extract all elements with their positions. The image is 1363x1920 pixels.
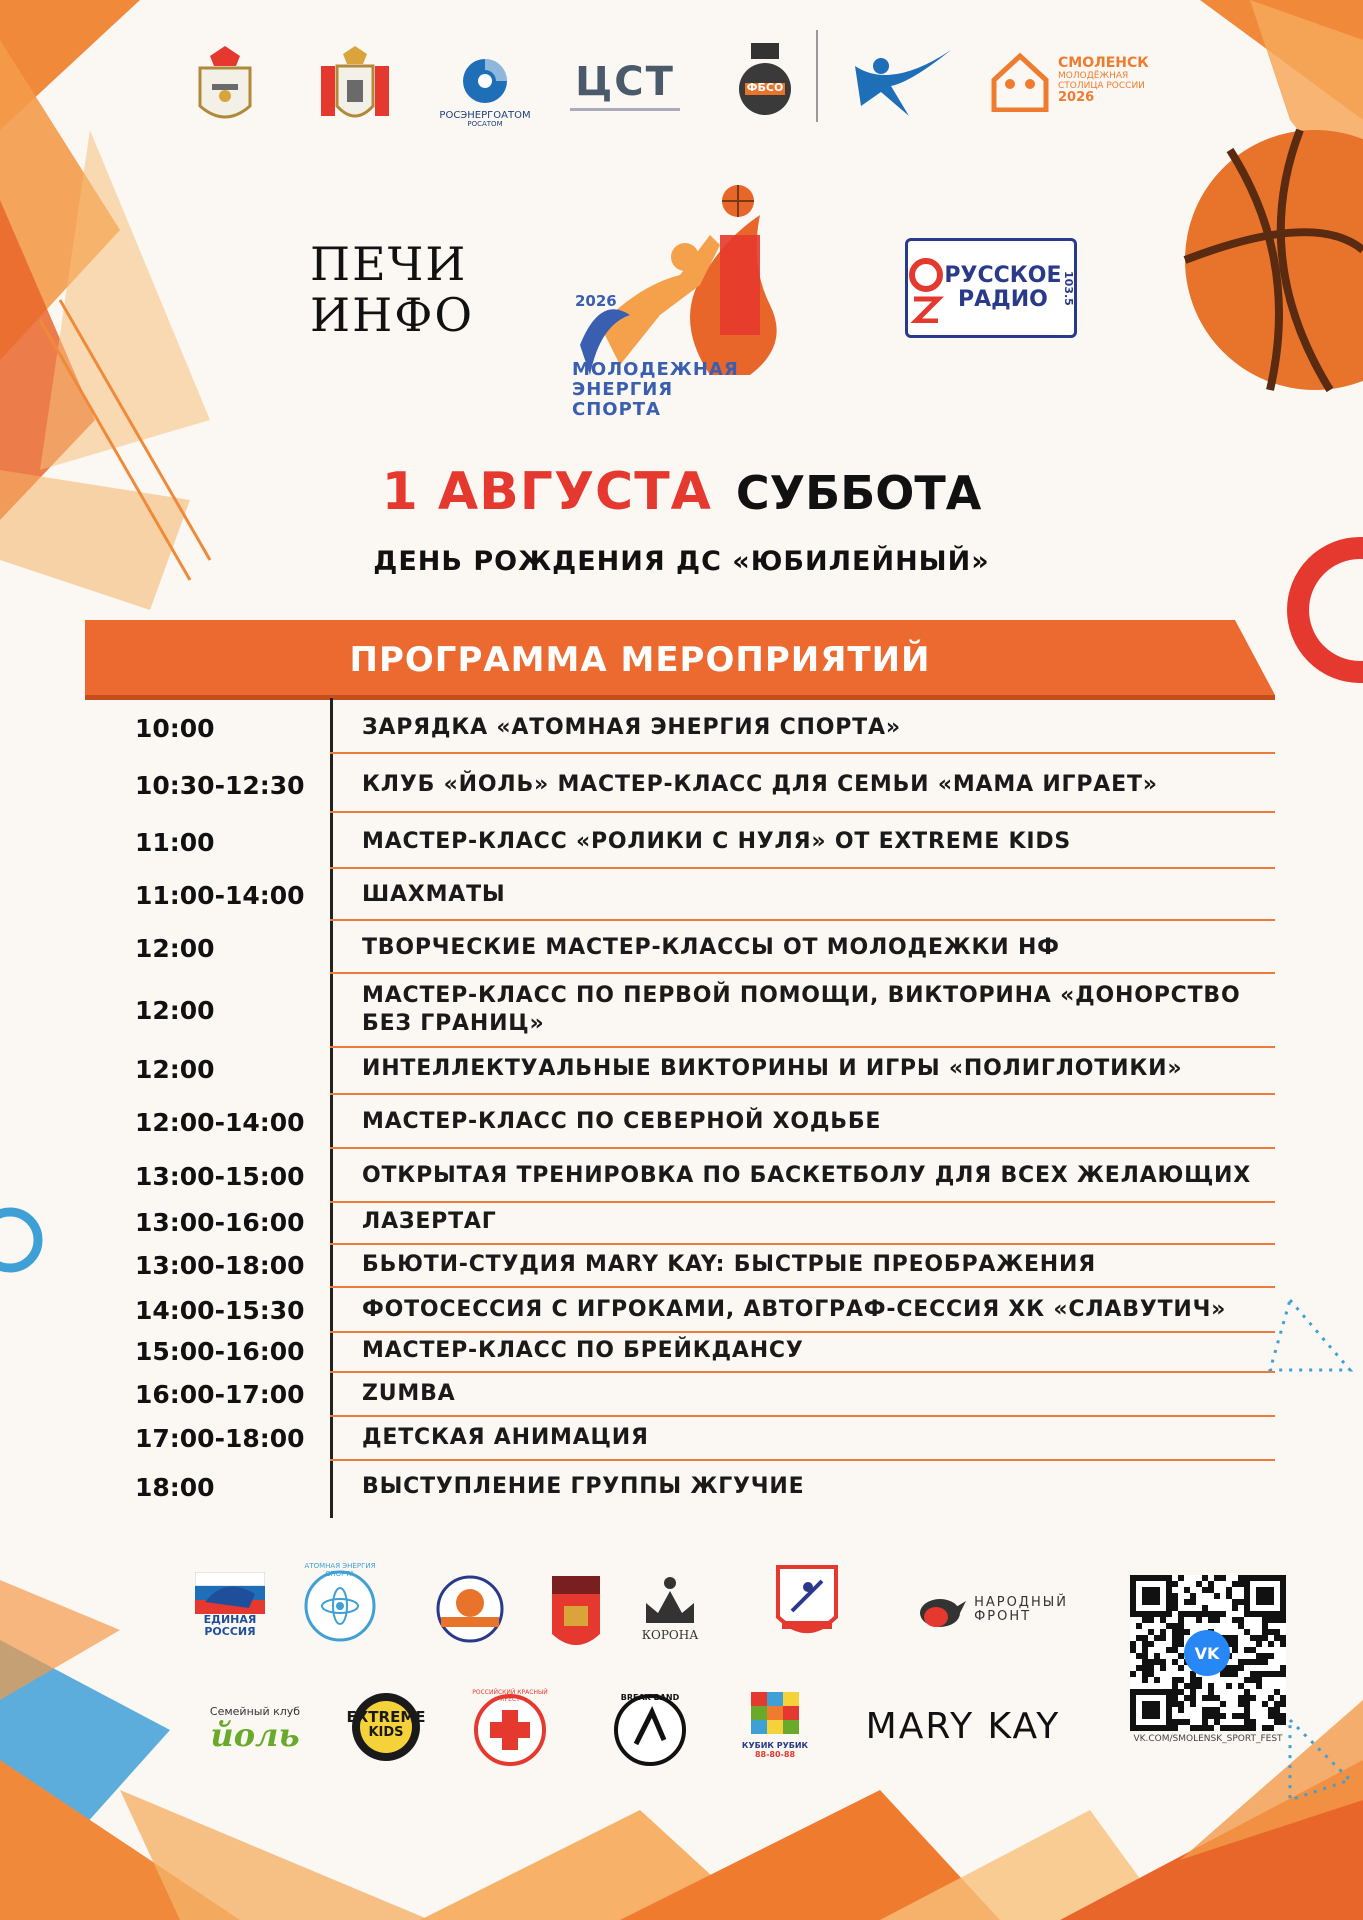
program-title: ПРОГРАММА МЕРОПРИЯТИЙ — [349, 640, 931, 680]
schedule-row — [135, 872, 1275, 918]
mary-kay-name: MARY KAY — [865, 1706, 1061, 1748]
emblem-line2: ЭНЕРГИЯ — [572, 378, 674, 400]
schedule-row — [135, 1046, 1275, 1092]
schedule-separator — [330, 1093, 1275, 1095]
red-cross-logo — [470, 1690, 550, 1770]
fortress-icon — [737, 39, 793, 119]
schedule-time: 12:00 — [135, 933, 215, 963]
schedule-time: 10:30-12:30 — [135, 770, 305, 800]
narodny-line2: ФРОНТ — [974, 1609, 1032, 1624]
schedule-time: 13:00-15:00 — [135, 1161, 305, 1191]
schedule-event: ИНТЕЛЛЕКТУАЛЬНЫЕ ВИКТОРИНЫ И ИГРЫ «ПОЛИГЛОТИКИ» — [362, 1055, 1183, 1081]
event-day: СУББОТА — [735, 466, 982, 520]
schedule-row — [135, 1374, 1275, 1414]
headline — [0, 462, 1363, 522]
schedule-event: МАСТЕР-КЛАСС ПО СЕВЕРНОЙ ХОДЬБЕ — [362, 1108, 882, 1134]
yol-family-club-logo — [205, 1695, 305, 1765]
emblem-line3: СПОРТА — [572, 398, 661, 420]
yol-name: йоль — [210, 1716, 300, 1755]
schedule-time: 13:00-16:00 — [135, 1207, 305, 1237]
radio-logo-icon — [908, 253, 944, 323]
radio-frequency: 103.5 — [1061, 270, 1075, 306]
coat-of-arms-shield-icon — [550, 1574, 602, 1654]
ski-shield-icon — [774, 1561, 840, 1643]
chess-crown-icon — [638, 1573, 702, 1629]
schedule-event: ЛАЗЕРТАГ — [362, 1208, 497, 1234]
extreme-kids-logo — [338, 1685, 434, 1769]
schedule-event: ТВОРЧЕСКИЕ МАСТЕР-КЛАССЫ ОТ МОЛОДЕЖКИ НФ — [362, 934, 1060, 960]
schedule-event: ZUMBA — [362, 1380, 456, 1406]
pechi-line2: ИНФО — [310, 288, 475, 342]
atom-ring-icon — [302, 1568, 378, 1644]
header-divider — [816, 30, 818, 122]
coat-of-arms-icon — [317, 44, 393, 130]
schedule-event: КЛУБ «ЙОЛЬ» МАСТЕР-КЛАСС ДЛЯ СЕМЬИ «МАМА ИГРАЕТ» — [362, 771, 1158, 797]
yol-caption: Семейный клуб — [209, 1705, 301, 1719]
schedule-row — [135, 760, 1275, 810]
kubik-rubik-logo — [730, 1680, 820, 1768]
schedule-time: 18:00 — [135, 1472, 215, 1502]
radio-name2: РАДИО — [958, 287, 1048, 312]
korona-name: КОРОНА — [641, 1627, 699, 1642]
smolensk-line4: 2026 — [1058, 90, 1095, 106]
schedule-row — [135, 925, 1275, 971]
pechi-info-logo — [310, 235, 490, 345]
narodny-front-logo — [900, 1580, 1080, 1640]
cst-name: ЦСТ — [575, 58, 675, 105]
vk-badge — [1184, 1630, 1230, 1676]
schedule-row — [135, 705, 1275, 751]
break-band-logo — [610, 1690, 690, 1770]
schedule-row — [135, 1245, 1275, 1285]
korona-chess-logo — [630, 1565, 710, 1650]
red-cross-icon — [472, 1689, 548, 1768]
break-band-name: BREAK BAND — [620, 1693, 680, 1702]
kubik-name: КУБИК РУБИК — [741, 1741, 809, 1751]
radio-name1: РУССКОЕ — [944, 262, 1062, 288]
schedule-time: 11:00-14:00 — [135, 880, 305, 910]
schedule-time: 12:00 — [135, 1054, 215, 1084]
schedule-row — [135, 1290, 1275, 1330]
schedule-row — [135, 1152, 1275, 1200]
schedule-separator — [330, 1415, 1275, 1417]
extreme-line1: EXTREME — [346, 1708, 426, 1726]
event-date: 1 АВГУСТА — [381, 462, 712, 522]
narodny-line1: НАРОДНЫЙ — [974, 1594, 1068, 1610]
qr-caption[interactable]: VK.COM/SMOLENSK_SPORT_FEST — [1133, 1734, 1283, 1744]
schedule-row — [135, 1202, 1275, 1242]
schedule-separator — [330, 1459, 1275, 1461]
coat-of-arms-icon — [190, 44, 260, 130]
running-figure-icon — [851, 46, 955, 122]
schedule-time: 15:00-16:00 — [135, 1336, 305, 1366]
basketball-shield-icon — [433, 1573, 507, 1649]
schedule-row — [135, 1332, 1275, 1370]
vk-icon: VK — [1194, 1643, 1220, 1663]
atom-sport-name: АТОМНАЯ ЭНЕРГИЯ СПОРТА — [304, 1562, 376, 1578]
bullfinch-icon — [912, 1587, 966, 1633]
schedule-time: 12:00-14:00 — [135, 1107, 305, 1137]
rosatom-name: РОСАТОМ — [467, 119, 503, 128]
cst-logo — [565, 50, 685, 120]
sport-administration-logo — [548, 1572, 604, 1656]
sports-school-logo — [772, 1560, 842, 1644]
schedule-row — [135, 1464, 1275, 1510]
schedule-time: 16:00-17:00 — [135, 1379, 305, 1409]
rosenergoatom-logo — [430, 46, 540, 138]
schedule-time: 12:00 — [135, 995, 215, 1025]
basketball-player-icon — [560, 175, 800, 375]
schedule-event: ОТКРЫТАЯ ТРЕНИРОВКА ПО БАСКЕТБОЛУ ДЛЯ ВСЕХ ЖЕЛАЮЩИХ — [362, 1162, 1252, 1188]
smolensk-line2: МОЛОДЁЖНАЯ — [1058, 70, 1129, 81]
emblem-year: 2026 — [575, 292, 617, 310]
schedule-event: МАСТЕР-КЛАСС ПО ПЕРВОЙ ПОМОЩИ, ВИКТОРИНА «ДОНОРСТВО БЕЗ ГРАНИЦ» — [362, 982, 1241, 1036]
atom-icon — [460, 56, 510, 106]
schedule-time: 17:00-18:00 — [135, 1423, 305, 1453]
event-subtitle: ДЕНЬ РОЖДЕНИЯ ДС «ЮБИЛЕЙНЫЙ» — [373, 546, 990, 577]
schedule-separator — [330, 1147, 1275, 1149]
edinaya-rossiya-logo — [190, 1565, 270, 1645]
schedule-separator — [330, 1286, 1275, 1288]
schedule-separator — [330, 972, 1275, 974]
red-cross-name: РОССИЙСКИЙ КРАСНЫЙ КРЕСТ — [472, 1689, 548, 1703]
smolensk-city-coat-of-arms — [315, 42, 395, 132]
mary-kay-logo — [858, 1700, 1068, 1754]
schedule-event: ЗАРЯДКА «АТОМНАЯ ЭНЕРГИЯ СПОРТА» — [362, 714, 901, 740]
smolensk-youth-capital-logo — [990, 46, 1160, 116]
bear-flag-icon — [195, 1572, 265, 1614]
extreme-line2: KIDS — [368, 1724, 404, 1740]
fbso-logo — [735, 38, 795, 120]
rubiks-cube-icon — [745, 1688, 805, 1742]
smolensk-region-coat-of-arms — [185, 42, 265, 132]
schedule-event: ВЫСТУПЛЕНИЕ ГРУППЫ ЖГУЧИЕ — [362, 1473, 805, 1499]
schedule-separator — [330, 752, 1275, 754]
edinaya-line2: РОССИЯ — [204, 1625, 256, 1638]
schedule-event: ДЕТСКАЯ АНИМАЦИЯ — [362, 1424, 649, 1450]
pechi-line1: ПЕЧИ — [310, 237, 468, 292]
youth-sport-logo — [848, 44, 958, 124]
schedule-row — [135, 1418, 1275, 1458]
rosenergoatom-name: РОСЭНЕРГОАТОМ — [439, 109, 531, 121]
schedule-separator — [330, 1371, 1275, 1373]
smolensk-line1: СМОЛЕНСК — [1058, 55, 1149, 72]
schedule-event: ФОТОСЕССИЯ С ИГРОКАМИ, АВТОГРАФ-СЕССИЯ ХК «СЛАВУТИЧ» — [362, 1296, 1227, 1322]
schedule-time: 14:00-15:30 — [135, 1295, 305, 1325]
break-band-icon — [612, 1692, 688, 1768]
schedule-time: 13:00-18:00 — [135, 1250, 305, 1280]
edinaya-line1: ЕДИНАЯ — [203, 1612, 257, 1626]
schedule-separator — [330, 811, 1275, 813]
event-emblem — [560, 175, 800, 435]
schedule-event: ШАХМАТЫ — [362, 881, 506, 907]
schedule-row — [135, 1098, 1275, 1146]
schedule-time: 11:00 — [135, 827, 215, 857]
emblem-line1: МОЛОДЕЖНАЯ — [572, 359, 739, 380]
russkoe-radio-logo — [905, 238, 1077, 338]
kubik-number: 88-80-88 — [754, 1750, 796, 1759]
schedule-separator — [330, 919, 1275, 921]
schedule-separator — [330, 867, 1275, 869]
schedule-event: БЬЮТИ-СТУДИЯ MARY KAY: БЫСТРЫЕ ПРЕОБРАЖЕНИЯ — [362, 1251, 1096, 1277]
schedule-row — [135, 818, 1275, 866]
schedule-event: МАСТЕР-КЛАСС ПО БРЕЙКДАНСУ — [362, 1337, 804, 1363]
house-figures-icon — [990, 50, 1050, 112]
atom-sport-logo — [300, 1562, 380, 1647]
schedule-time: 10:00 — [135, 713, 215, 743]
schedule-row — [135, 975, 1275, 1045]
basketball-club-logo — [430, 1570, 510, 1652]
schedule-event: МАСТЕР-КЛАСС «РОЛИКИ С НУЛЯ» ОТ EXTREME KIDS — [362, 828, 1072, 854]
smolensk-line3: СТОЛИЦА РОССИИ — [1058, 80, 1145, 91]
fbso-name: ФБСО — [746, 81, 784, 94]
